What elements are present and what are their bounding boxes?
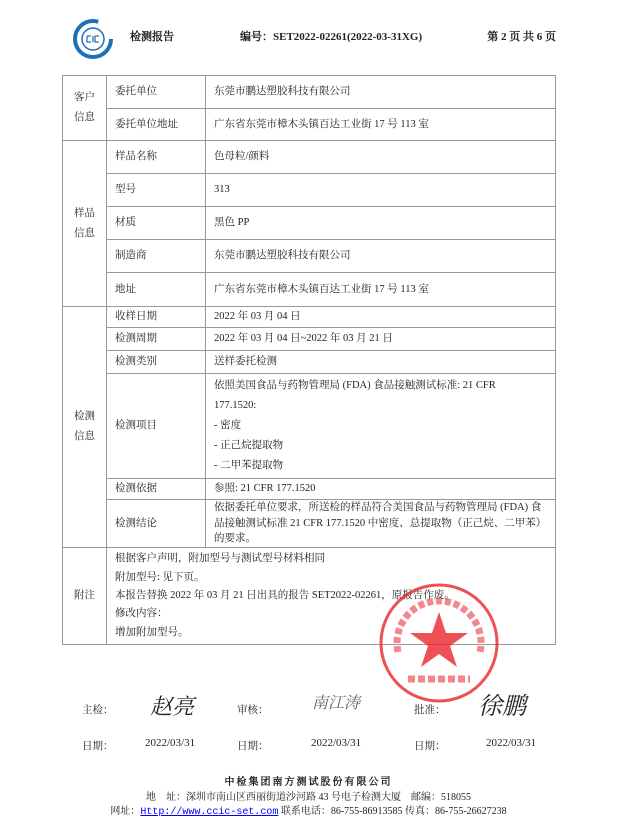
report-title: 检测报告 — [130, 31, 174, 43]
field-value: 东莞市鹏达塑胶科技有限公司 — [206, 76, 556, 109]
inspector-date: 2022/03/31 — [145, 737, 196, 749]
reviewer-signature: 南江涛 — [312, 693, 361, 712]
reviewer-label: 审核： — [237, 705, 269, 716]
footer-address: 地 址：深圳市南山区西丽街道沙河路 43 号电子检测大厦 邮编：518055 — [146, 792, 471, 803]
footer-company: 中检集团南方测试股份有限公司 — [224, 777, 393, 788]
report-number: 编号：SET2022-02261(2022-03-31XG) — [240, 31, 423, 43]
phone-fax: 联系电话：86-755-86913585 传真：86-755-26627238 — [278, 806, 507, 817]
approver-label: 批准： — [414, 705, 446, 716]
field-value: 依据委托单位要求，所送检的样品符合美国食品与药物管理局 (FDA) 食品接触测试标准 21 CFR 177.1520 中密度、总提取物（正己烷、二甲苯）的要求。 — [206, 499, 556, 547]
field-label: 地址 — [107, 273, 206, 307]
field-value: 色母粒/颜料 — [206, 141, 556, 174]
date-label: 日期： — [237, 741, 269, 752]
note-line: 本报告替换 2022 年 03 月 21 日出具的报告 SET2022-02261，原报告作废。 — [115, 590, 455, 601]
field-label: 收样日期 — [107, 307, 206, 328]
field-label: 型号 — [107, 174, 206, 207]
reviewer-date: 2022/03/31 — [311, 737, 362, 749]
note-line: 附加型号: 见下页。 — [115, 571, 205, 583]
item-line: - 密度 — [214, 420, 242, 432]
field-value: 2022 年 03 月 04 日~2022 年 03 月 21 日 — [206, 328, 556, 351]
field-label: 检测项目 — [107, 374, 206, 479]
item-line: - 二甲苯提取物 — [214, 459, 284, 471]
field-label: 样品名称 — [107, 141, 206, 174]
date-label: 日期： — [82, 741, 114, 752]
inspector-signature: 赵亮 — [150, 695, 195, 720]
approver-date: 2022/03/31 — [486, 737, 537, 749]
field-value: 东莞市鹏达塑胶科技有限公司 — [206, 240, 556, 273]
group-notes: 附注 — [63, 548, 107, 645]
field-label: 检测周期 — [107, 328, 206, 351]
field-value: 送样委托检测 — [206, 351, 556, 374]
date-label: 日期： — [414, 741, 446, 752]
field-label: 委托单位 — [107, 76, 206, 109]
item-line: - 正己烷提取物 — [214, 439, 284, 451]
group-customer: 客户 信息 — [63, 76, 107, 141]
note-line: 修改内容： — [115, 608, 168, 620]
field-value: 广东省东莞市樟木头镇百达工业街 17 号 113 室 — [206, 109, 556, 141]
website-link[interactable]: Http://www.ccic-set.com — [140, 807, 279, 818]
field-label: 检测结论 — [107, 499, 206, 547]
field-label: 检测依据 — [107, 479, 206, 500]
item-line: 依照美国食品与药物管理局 (FDA) 食品接触测试标准: 21 CFR — [214, 380, 496, 392]
report-table — [62, 75, 556, 645]
item-line: 177.1520: — [214, 400, 257, 412]
field-label: 检测类别 — [107, 351, 206, 374]
page-indicator: 第 2 页 共 6 页 — [487, 31, 556, 43]
field-label: 材质 — [107, 207, 206, 240]
field-value: 313 — [206, 174, 556, 207]
note-line: 增加附加型号。 — [115, 626, 189, 638]
field-label: 制造商 — [107, 240, 206, 273]
web-label: 网址： — [110, 806, 141, 817]
field-label: 委托单位地址 — [107, 109, 206, 141]
field-value: 2022 年 03 月 04 日 — [206, 307, 556, 328]
group-sample: 样品 信息 — [63, 141, 107, 307]
field-value: 黑色 PP — [206, 207, 556, 240]
note-line: 根据客户声明，附加型号与测试型号材料相同 — [115, 553, 325, 565]
approver-signature: 徐鹏 — [478, 692, 526, 720]
field-value: 参照: 21 CFR 177.1520 — [206, 479, 556, 500]
group-test: 检测 信息 — [63, 307, 107, 548]
footer-contact — [0, 805, 617, 820]
field-value-items — [206, 374, 556, 479]
cic-logo — [72, 18, 114, 60]
inspector-label: 主检： — [82, 705, 114, 716]
field-value: 广东省东莞市樟木头镇百达工业街 17 号 113 室 — [206, 273, 556, 307]
